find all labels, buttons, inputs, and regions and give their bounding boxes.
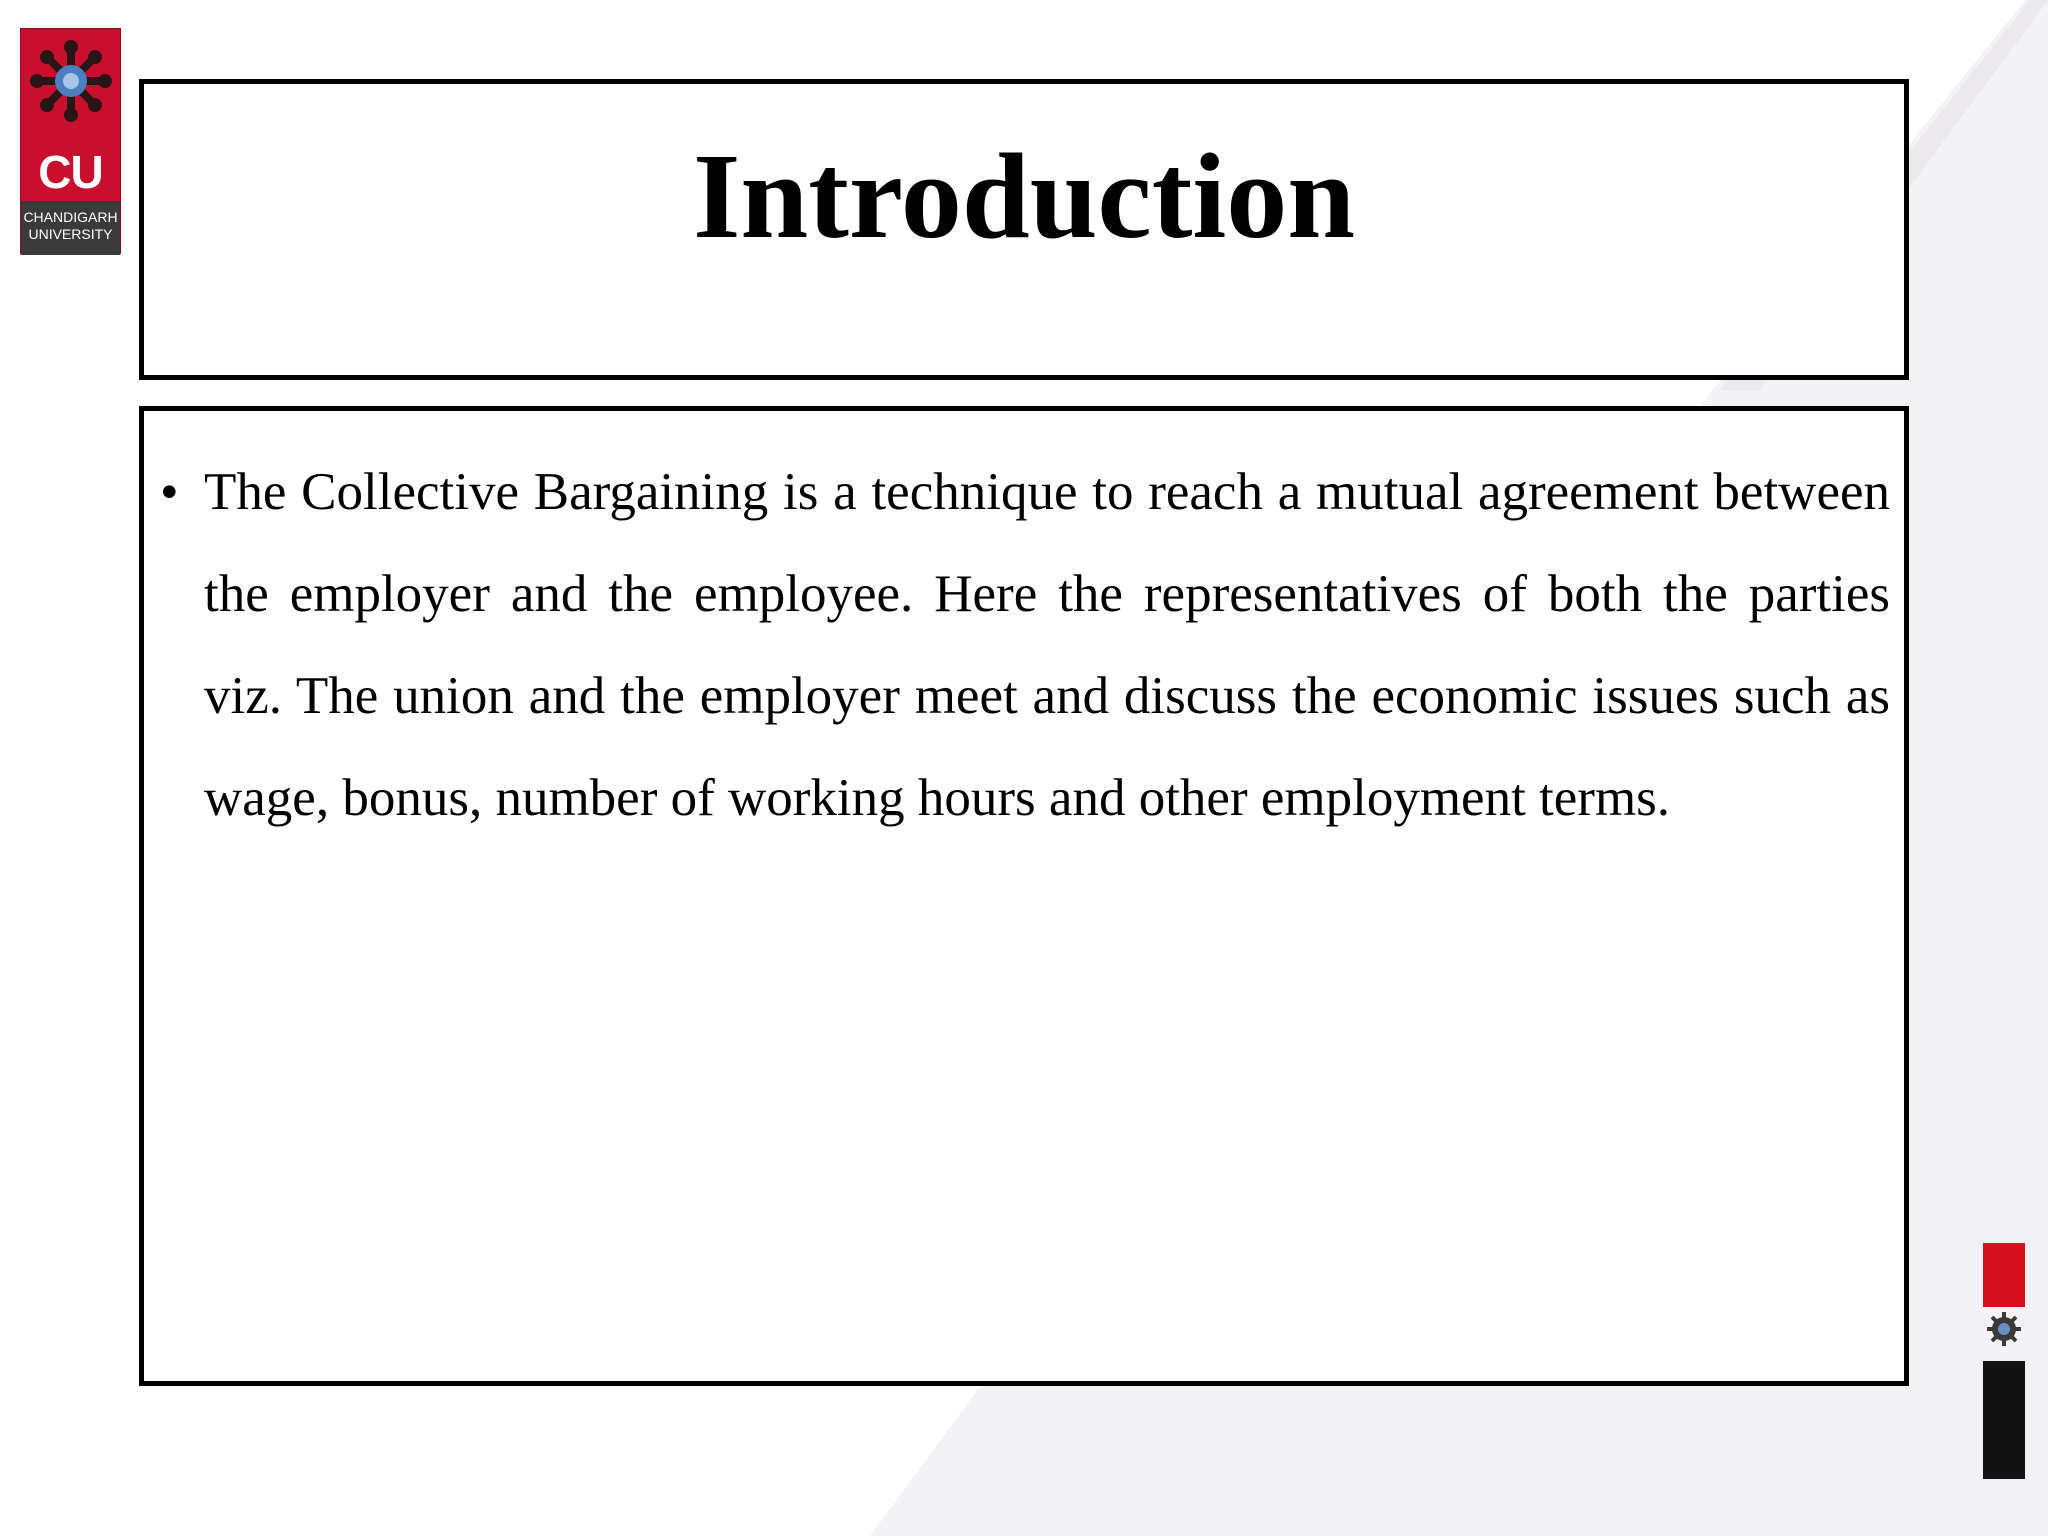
- mini-logo-black-block: [1983, 1361, 2025, 1479]
- university-emblem-icon: [27, 37, 115, 125]
- gear-emblem-icon: [1986, 1311, 2022, 1347]
- bullet-list: [160, 441, 1890, 849]
- bullet-item: [160, 441, 1890, 849]
- logo-name-line2: UNIVERSITY: [28, 226, 113, 242]
- logo-name-strip: [21, 201, 120, 255]
- title-box: [139, 79, 1909, 380]
- logo-initials: CU: [38, 146, 103, 198]
- bullet-marker: •: [160, 463, 179, 521]
- logo-name-line1: CHANDIGARH: [23, 209, 118, 225]
- bullet-text: The Collective Bargaining is a technique to reach a mutual agreement between the employer and the employee. Here the representatives of both the parties viz. The union and the employer meet and discuss the economic issues such as wage, bonus, number of working hours and other employment terms.: [204, 463, 1890, 827]
- university-logo: [20, 28, 121, 254]
- side-mini-logo: [1983, 1243, 2025, 1479]
- content-box: [139, 406, 1909, 1386]
- mini-logo-red-block: [1983, 1243, 2025, 1307]
- slide-title: Introduction: [692, 129, 1356, 264]
